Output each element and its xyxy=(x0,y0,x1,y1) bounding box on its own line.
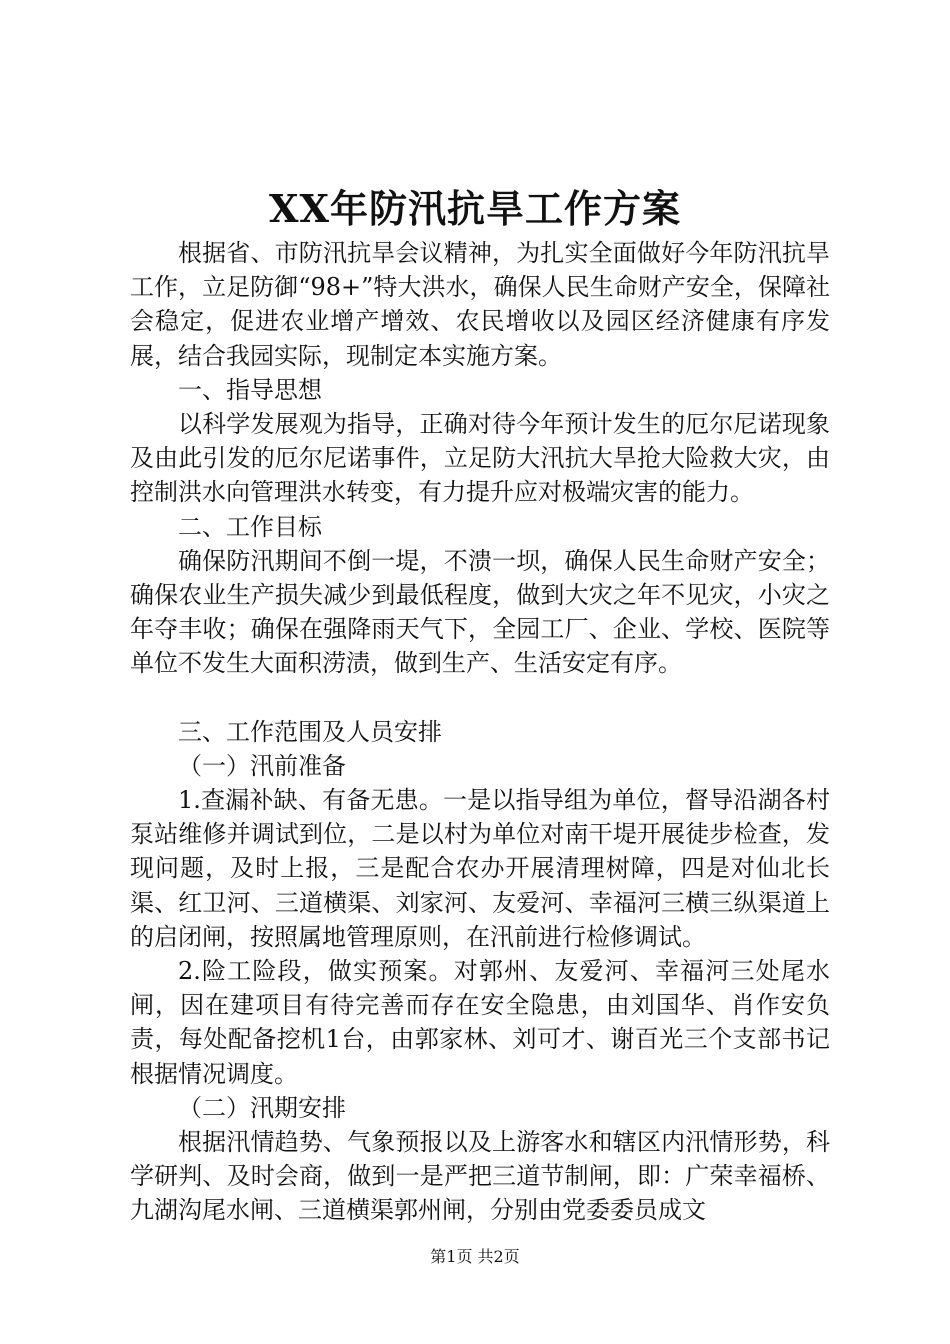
section-heading-guiding-thought: 一、指导思想 xyxy=(178,375,322,404)
pre-flood-item-1: 1.查漏补缺、有备无患。一是以指导组为单位，督导沿湖各村泵站维修并调试到位，二是以村为单位对南干堤开展徒步检查，发现问题，及时上报，三是配合农办开展清理树障，四是对仙北长渠、红卫河、三道横渠、刘家河、友爱河、幸福河三横三纵渠道上的启闭闸，按照属地管理原则，在汛前进行检修调试。 xyxy=(130,786,830,951)
pre-flood-item-2: 2.险工险段，做实预案。对郭州、友爱河、幸福河三处尾水闸，因在建项目有待完善而存在安全隐患，由刘国华、肖作安负责，每处配备挖机1台，由郭家林、刘可才、谢百光三个支部书记根据情况调度。 xyxy=(130,957,830,1088)
page-footer: 第1页 共2页 xyxy=(430,1247,520,1266)
section-heading-scope-and-staffing: 三、工作范围及人员安排 xyxy=(178,717,442,746)
flood-season-paragraph: 根据汛情趋势、气象预报以及上游客水和辖区内汛情形势，科学研判、及时会商，做到一是严把三道节制闸，即：广荣幸福桥、九湖沟尾水闸、三道横渠郭州闸，分别由党委委员成文 xyxy=(130,1128,830,1225)
document-title: XX年防汛抗旱工作方案 xyxy=(269,186,681,231)
paragraph-spacer xyxy=(130,681,830,715)
intro-paragraph: 根据省、市防汛抗旱会议精神，为扎实全面做好今年防汛抗旱工作，立足防御“98+”特大洪水，确保人民生命财产安全，保障社会稳定，促进农业增产增效、农民增收以及园区经济健康有序发展，结合我园实际，现制定本实施方案。 xyxy=(130,239,830,370)
section-paragraph-work-goals: 确保防汛期间不倒一堤，不溃一坝，确保人民生命财产安全；确保农业生产损失减少到最低程度，做到大灾之年不见灾，小灾之年夺丰收；确保在强降雨天气下，全园工厂、企业、学校、医院等单位不发生大面积涝渍，做到生产、生活安定有序。 xyxy=(130,546,830,678)
subsection-heading-pre-flood: （一）汛前准备 xyxy=(178,751,346,780)
document-body xyxy=(130,236,830,1228)
section-heading-work-goals: 二、工作目标 xyxy=(178,512,322,541)
subsection-heading-flood-season: （二）汛期安排 xyxy=(178,1093,346,1122)
section-paragraph-guiding-thought: 以科学发展观为指导，正确对待今年预计发生的厄尔尼诺现象及由此引发的厄尔尼诺事件，立足防大汛抗大旱抢大险救大灾，由控制洪水向管理洪水转变，有力提升应对极端灾害的能力。 xyxy=(130,410,830,507)
